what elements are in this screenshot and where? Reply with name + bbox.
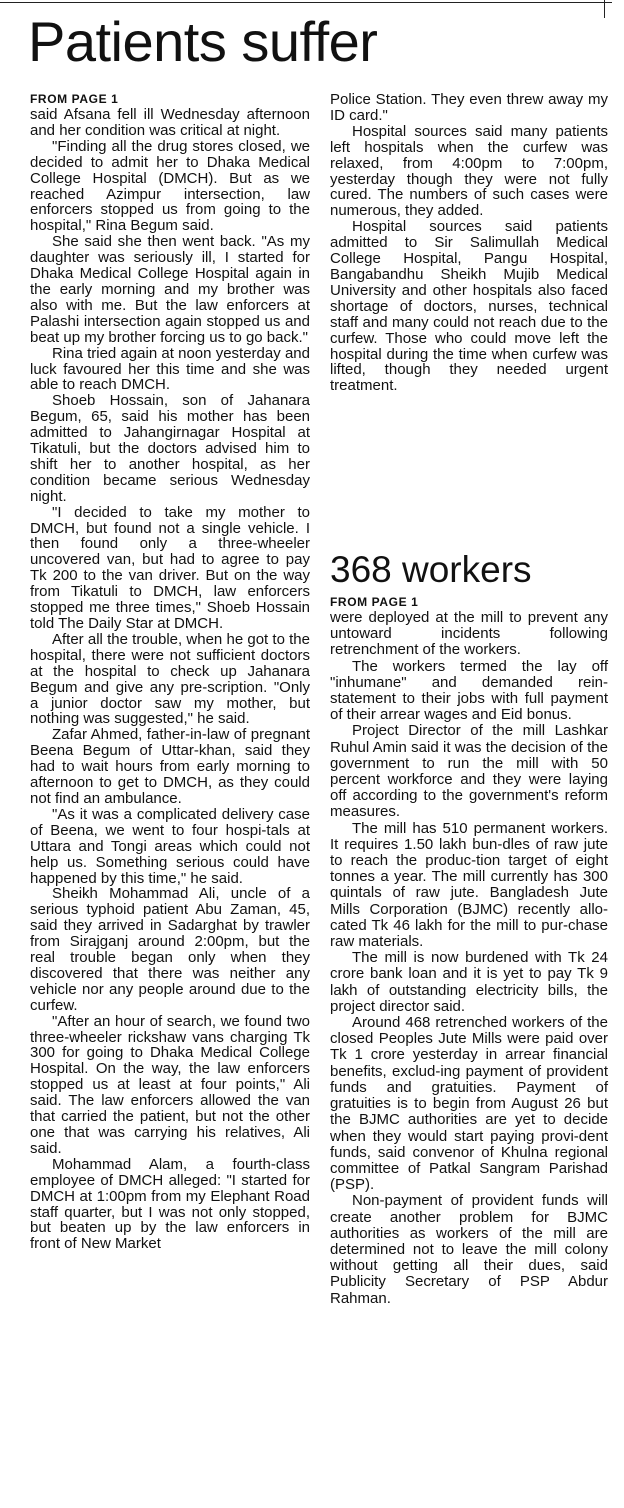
story1-paragraph: She said she then went back. "As my daughter was seriously ill, I started for Dhaka Medical College Hospital again in the early morning and my brother was also with me. But the law enforcers at Palashi intersection again stopped us and beat up my brother forcing us to go back." [30,233,310,346]
top-rule [0,2,612,3]
story1-paragraph: Mohammad Alam, a fourth-class employee of DMCH alleged: "I started for DMCH at 1:00pm from my Elephant Road staff quarter, but I was not only stopped, but beaten up by the law enforcers in front of New Market [30,1155,310,1253]
story2-paragraph: The mill has 510 permanent workers. It requires 1.50 lakh bun-dles of raw jute to reach the produc-tion target of eight tonnes a year. The mill currently has 300 quintals of raw jute. Bangladesh Jute Mills Corporation (BJMC) recently allo-cated Tk 46 lakh for the mill to pur-chase raw materials. [330,819,608,951]
story2-body [330,595,608,1307]
story1-paragraph: After all the trouble, when he got to the hospital, there were not sufficient doctors at the hospital to check up Jahanara Begum and give any pre-scription. "Only a junior doctor saw my mother, but nothing was suggested," he said. [30,630,310,728]
story2-paragraph: The workers termed the lay off "inhumane" and demanded rein-statement to their jobs with full payment of their arrear wages and Eid bonus. [330,657,608,724]
story2-paragraph: Project Director of the mill Lashkar Ruhul Amin said it was the decision of the government to run the mill with 50 percent workforce and they were laying off according to the government's reform measures. [330,722,608,821]
story2-jump-label: FROM PAGE 1 [330,595,419,609]
story1-paragraph: Shoeb Hossain, son of Jahanara Begum, 65, said his mother has been admitted to Jahangirnagar Hospital at Tikatuli, but the doctors advised him to shift her to another hospital, as her condition became serious Wednesday night. [30,392,310,505]
story1-paragraph: "As it was a complicated delivery case of Beena, we went to four hospi-tals at Uttara and Tongi areas which could not help us. Something serious could have happened by this time," he said. [30,805,310,887]
story1-column-right [330,92,608,394]
story1-paragraph: Zafar Ahmed, father-in-law of pregnant Beena Begum of Uttar-khan, said they had to wait hours from early morning to afternoon to get to DMCH, as they could not find an ambulance. [30,726,310,807]
story1-paragraph: Sheikh Mohammad Ali, uncle of a serious typhoid patient Abu Zaman, 45, said they arrived in Sadarghat by trawler from Sirajganj around 2:00pm, but the real trouble began only when they discovered that there was neither any vehicle nor any people around due to the curfew. [30,885,310,1014]
story1-headline: Patients suffer [28,10,378,73]
story2-article [330,545,608,1307]
story1-paragraph: said Afsana fell ill Wednesday afternoon and her condition was critical at night. [30,106,310,139]
story2-paragraph: were deployed at the mill to prevent any untoward incidents following retrenchment of the workers. [330,609,608,659]
story2-paragraph: Around 468 retrenched workers of the closed Peoples Jute Mills were paid over Tk 1 crore yesterday in arrear financial benefits, exclud-ing payment of provident funds and gratuities. Payment of gratuities is to begin from August 26 but the BJMC authorities are yet to decide when they would start paying provi-dent funds, said convenor of Khulna regional committee of Patkal Sangram Parishad (PSP). [330,1014,608,1194]
story1-paragraph: "After an hour of search, we found two three-wheeler rickshaw vans charging Tk 300 for going to Dhaka Medical College Hospital. On the way, the law enforcers stopped us at least at four points," Ali said. The law enforcers allowed the van that carried the patient, but not the other one that was carrying his relatives, Ali said. [30,1012,310,1157]
story1-continued-paragraph: Hospital sources said patients admitted to Sir Salimullah Medical College Hospital, Pangu Hospital, Bangabandhu Sheikh Mujib Medical University and other hospitals also faced shortage of doctors, nurses, technical staff and many could not reach due to the curfew. Those who could move left the hospital during the time when curfew was lifted, though they needed urgent treatment. [330,218,608,395]
story1-jump-label: FROM PAGE 1 [30,92,119,106]
story1-continued-paragraph: Hospital sources said many patients left hospitals when the curfew was relaxed, from 4:00pm to 7:00pm, yesterday though they were not fully cured. The numbers of such cases were numerous, they added. [330,122,608,220]
corner-rule [604,0,605,18]
story2-headline: 368 workers [330,549,532,590]
story1-paragraph: Rina tried again at noon yesterday and luck favoured her this time and she was able to reach DMCH. [30,344,310,394]
story2-paragraph: Non-payment of provident funds will create another problem for BJMC authorities as workers of the mill are determined not to leave the mill colony without getting all their dues, said Publicity Secretary of PSP Abdur Rahman. [330,1192,608,1307]
story1-paragraph: "Finding all the drug stores closed, we decided to admit her to Dhaka Medical College Hospital (DMCH). But as we reached Azimpur intersection, law enforcers stopped us from going to the hospital," Rina Begum said. [30,137,310,235]
story2-paragraph: The mill is now burdened with Tk 24 crore bank loan and it is yet to pay Tk 9 lakh of outstanding electricity bills, the project director said. [330,949,608,1015]
story1-continued-paragraph: Police Station. They even threw away my ID card." [330,91,608,124]
story1-paragraph: "I decided to take my mother to DMCH, but found not a single vehicle. I then found only a three-wheeler uncovered van, but had to agree to pay Tk 200 to the van driver. But on the way from Tikatuli to DMCH, law enforcers stopped me three times," Shoeb Hossain told The Daily Star at DMCH. [30,503,310,632]
story1-column-left [30,92,310,1252]
